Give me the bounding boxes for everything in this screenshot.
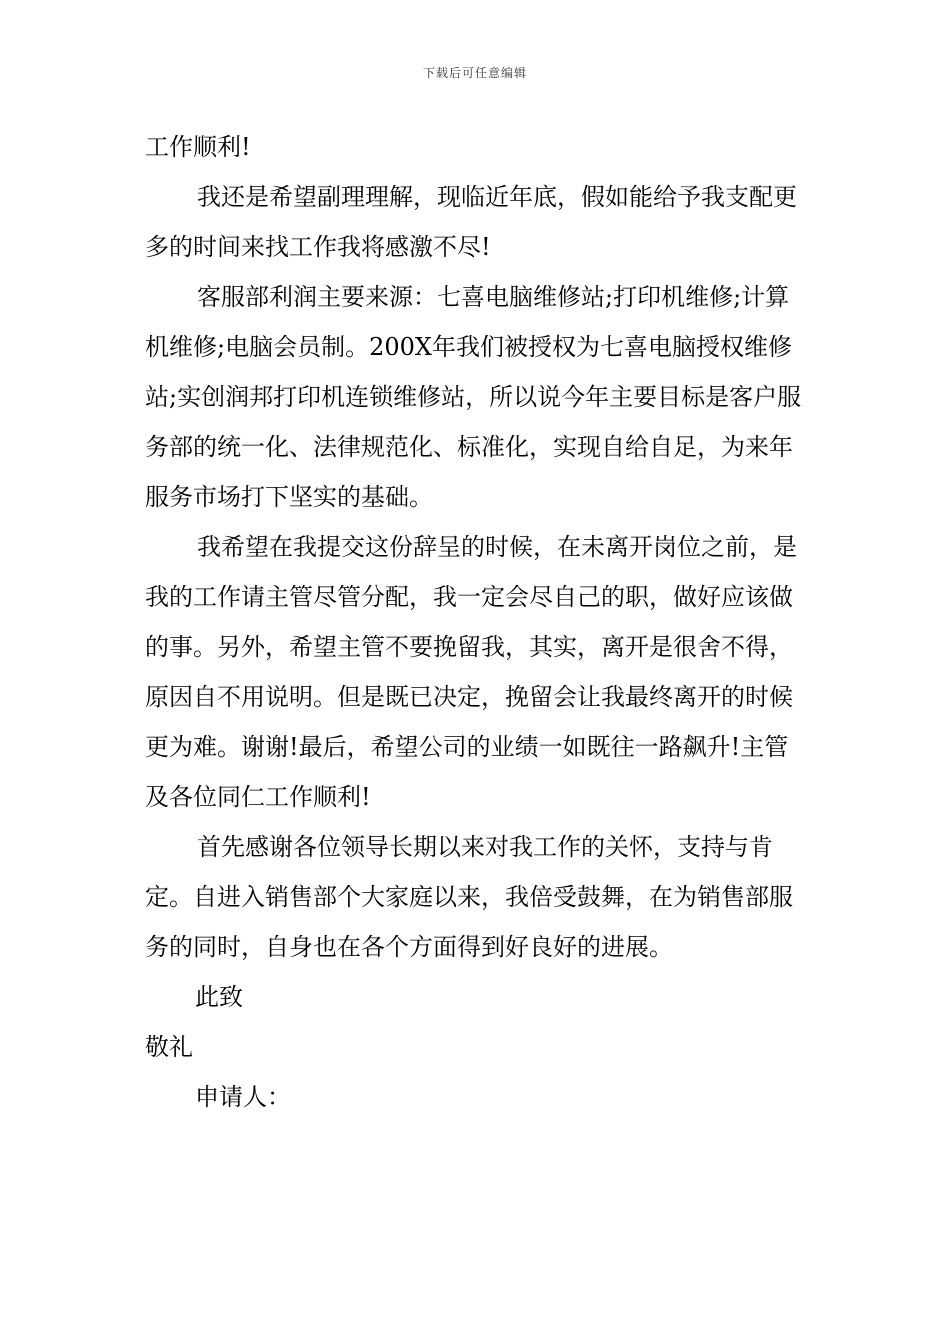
paragraph-resignation: 我希望在我提交这份辞呈的时候，在未离开岗位之前，是我的工作请主管尽管分配，我一定会尽自己的职，做好应该做的事。另外，希望主管不要挽留我，其实，离开是很舍不得，原因自不用说明。但是既已决定，挽留会让我最终离开的时候更为难。谢谢!最后，希望公司的业绩一如既往一路飙升!主管及各位同仁工作顺利! — [145, 533, 797, 811]
paragraph-request: 我还是希望副理理解，现临近年底，假如能给予我支配更多的时间来找工作我将感激不尽! — [145, 183, 797, 261]
closing-regards: 敬礼 — [145, 1033, 193, 1061]
paragraph-department: 客服部利润主要来源：七喜电脑维修站;打印机维修;计算机维修;电脑会员制。200X年我们被授权为七喜电脑授权维修站;实创润邦打印机连锁维修站，所以说今年主要目标是客户服务部的统一化、法律规范化、标准化，实现自给自足，为来年服务市场打下坚实的基础。 — [145, 283, 802, 511]
signature-label: 申请人： — [195, 1083, 291, 1111]
paragraph-thanks: 首先感谢各位领导长期以来对我工作的关怀，支持与肯定。自进入销售部个大家庭以来，我倍受鼓舞，在为销售部服务的同时，自身也在各个方面得到好良好的进展。 — [145, 833, 793, 961]
closing-salutation: 此致 — [195, 983, 243, 1011]
letter-body — [145, 122, 810, 1122]
page-header-note: 下载后可任意编辑 — [422, 66, 527, 80]
paragraph-opening: 工作顺利! — [145, 133, 251, 161]
